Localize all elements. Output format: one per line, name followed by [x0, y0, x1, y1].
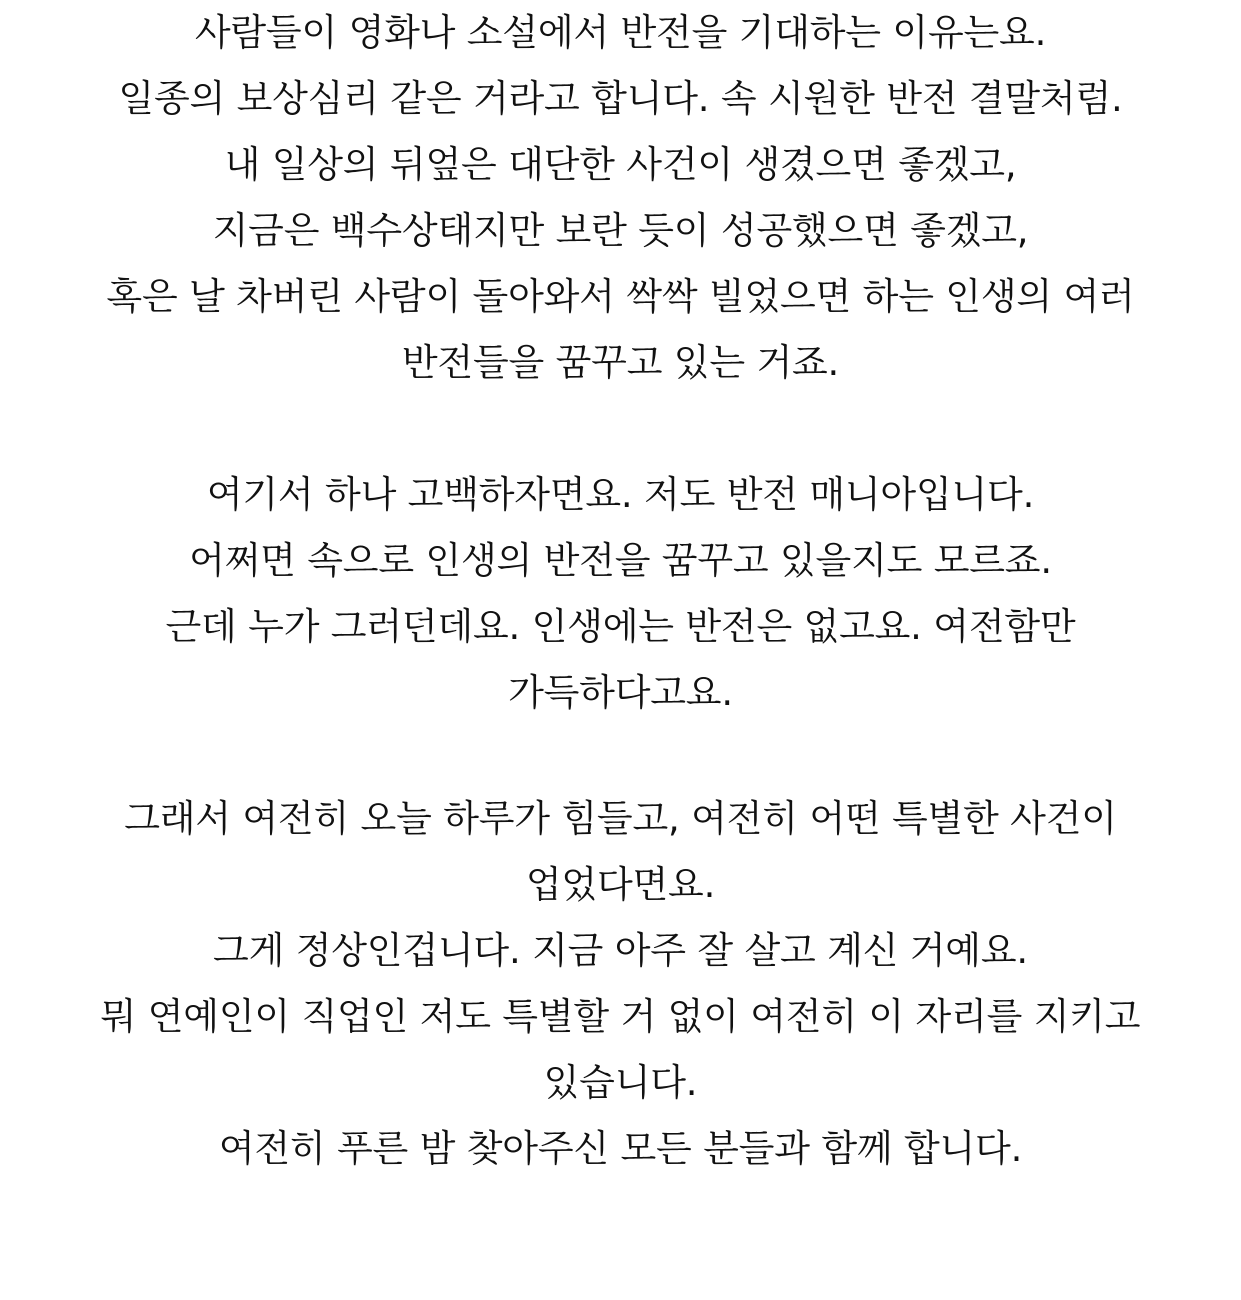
paragraph-spacer: [28, 726, 1213, 786]
paragraph-1: [28, 0, 1213, 396]
text-line: 여기서 하나 고백하자면요. 저도 반전 매니아입니다.: [206, 473, 1035, 516]
text-line: 지금은 백수상태지만 보란 듯이 성공했으면 좋겠고,: [212, 209, 1029, 252]
text-line: 그게 정상인겁니다. 지금 아주 잘 살고 계신 거예요.: [213, 929, 1028, 972]
text-line: 근데 누가 그러던데요. 인생에는 반전은 없고요. 여전함만: [165, 605, 1076, 648]
text-line: 뭐 연예인이 직업인 저도 특별할 거 없이 여전히 이 자리를 지키고: [100, 995, 1141, 1038]
text-line: 가득하다고요.: [508, 671, 733, 714]
paragraph-3: [28, 786, 1213, 1182]
text-line: 반전들을 꿈꾸고 있는 거죠.: [401, 341, 840, 384]
text-line: 일종의 보상심리 같은 거라고 합니다. 속 시원한 반전 결말처럼.: [118, 77, 1123, 120]
paragraph-spacer: [28, 396, 1213, 462]
text-line: 있습니다.: [543, 1061, 698, 1104]
text-line: 업었다면요.: [525, 863, 716, 906]
paragraph-2: [28, 462, 1213, 726]
text-line: 혹은 날 차버린 사람이 돌아와서 싹싹 빌었으면 하는 인생의 여러: [106, 275, 1135, 318]
text-line: 사람들이 영화나 소설에서 반전을 기대하는 이유는요.: [194, 11, 1047, 54]
text-line: 그래서 여전히 오늘 하루가 힘들고, 여전히 어떤 특별한 사건이: [124, 797, 1117, 840]
text-line: 여전히 푸른 밤 찾아주신 모든 분들과 함께 합니다.: [218, 1127, 1023, 1170]
text-line: 내 일상의 뒤엎은 대단한 사건이 생겼으면 좋겠고,: [224, 143, 1017, 186]
text-line: 어쩌면 속으로 인생의 반전을 꿈꾸고 있을지도 모르죠.: [189, 539, 1052, 582]
